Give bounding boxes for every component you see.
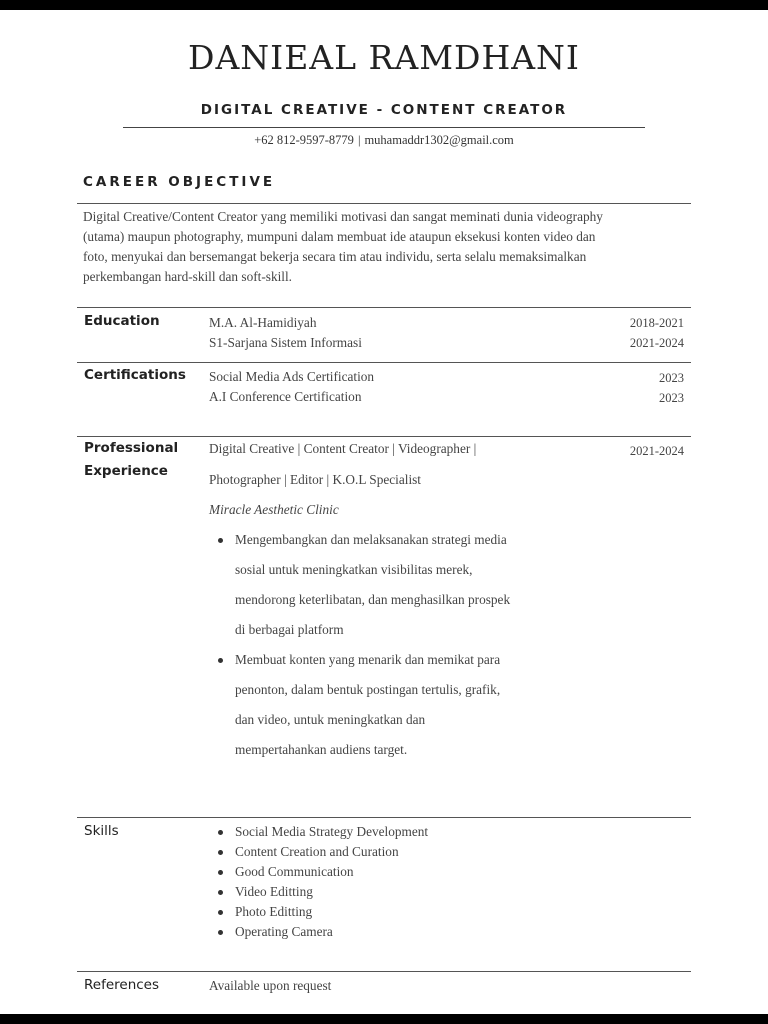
job-title-line2: Photographer | Editor | K.O.L Specialist bbox=[209, 472, 422, 487]
bullet-dot bbox=[218, 850, 223, 855]
education-divider bbox=[77, 307, 691, 308]
job-bullet-line: mendorong keterlibatan, dan menghasilkan prospek bbox=[235, 592, 511, 607]
job-bullet-line: dan video, untuk meningkatkan dan bbox=[235, 712, 426, 727]
education-date: 2021-2024 bbox=[629, 336, 684, 350]
certifications-label: Certifications bbox=[84, 367, 186, 383]
certification-item: Social Media Ads Certification bbox=[209, 369, 375, 384]
education-item: S1-Sarjana Sistem Informasi bbox=[209, 335, 362, 350]
education-label: Education bbox=[84, 313, 160, 329]
experience-label-line2: Experience bbox=[84, 463, 168, 479]
email-address: muhamaddr1302@gmail.com bbox=[364, 133, 514, 147]
career-objective-title: CAREER OBJECTIVE bbox=[83, 174, 276, 190]
skill-item: Video Editting bbox=[235, 884, 313, 899]
bullet-dot bbox=[218, 930, 223, 935]
references-text: Available upon request bbox=[209, 978, 332, 993]
certification-date: 2023 bbox=[659, 371, 684, 385]
job-bullet-line: mempertahankan audiens target. bbox=[235, 742, 408, 757]
skill-item: Content Creation and Curation bbox=[235, 844, 399, 859]
bullet-dot bbox=[218, 658, 223, 663]
objective-line: (utama) maupun photography, mumpuni dalam membuat ide ataupun eksekusi konten video dan bbox=[83, 229, 596, 244]
education-item: M.A. Al-Hamidiyah bbox=[209, 315, 317, 330]
references-label: References bbox=[84, 977, 160, 993]
header-divider bbox=[123, 127, 645, 128]
bullet-dot bbox=[218, 830, 223, 835]
job-bullet-line: Mengembangkan dan melaksanakan strategi media bbox=[235, 532, 507, 547]
certification-item: A.I Conference Certification bbox=[209, 389, 362, 404]
contact-separator: | bbox=[357, 133, 361, 147]
skills-label: Skills bbox=[84, 823, 119, 839]
bullet-dot bbox=[218, 890, 223, 895]
bullet-dot bbox=[218, 538, 223, 543]
career-objective-text bbox=[83, 207, 683, 287]
contact-line bbox=[0, 133, 768, 148]
objective-line: foto, menyukai dan bersemangat bekerja secara tim atau individu, serta selalu memaksimalkan bbox=[83, 249, 587, 264]
references-divider bbox=[77, 971, 691, 972]
certification-date: 2023 bbox=[659, 391, 684, 405]
job-bullet-line: sosial untuk meningkatkan visibilitas merek, bbox=[235, 562, 473, 577]
objective-divider bbox=[77, 203, 691, 204]
job-date: 2021-2024 bbox=[629, 444, 684, 458]
skill-item: Operating Camera bbox=[235, 924, 333, 939]
skill-item: Photo Editting bbox=[235, 904, 313, 919]
certifications-divider bbox=[77, 362, 691, 363]
job-title-line1: Digital Creative | Content Creator | Videographer | bbox=[209, 441, 477, 456]
objective-line: Digital Creative/Content Creator yang memiliki motivasi dan sangat meminati dunia videography bbox=[83, 209, 603, 224]
objective-line: perkembangan hard-skill dan soft-skill. bbox=[83, 269, 293, 284]
skill-item: Good Communication bbox=[235, 864, 354, 879]
applicant-name: DANIEAL RAMDHANI bbox=[188, 38, 580, 77]
experience-label-line1: Professional bbox=[84, 440, 179, 456]
skill-item: Social Media Strategy Development bbox=[235, 824, 429, 839]
job-bullet-line: di berbagai platform bbox=[235, 622, 344, 637]
skills-divider bbox=[77, 817, 691, 818]
job-role: DIGITAL CREATIVE - CONTENT CREATOR bbox=[200, 102, 568, 118]
top-border-bar bbox=[0, 0, 768, 10]
bottom-border-bar bbox=[0, 1014, 768, 1024]
bullet-dot bbox=[218, 910, 223, 915]
education-date: 2018-2021 bbox=[629, 316, 684, 330]
phone-number: +62 812-9597-8779 bbox=[254, 133, 354, 147]
job-bullet-line: penonton, dalam bentuk postingan tertulis, grafik, bbox=[235, 682, 501, 697]
company-name: Miracle Aesthetic Clinic bbox=[209, 502, 339, 517]
job-bullet-line: Membuat konten yang menarik dan memikat para bbox=[235, 652, 501, 667]
bullet-dot bbox=[218, 870, 223, 875]
